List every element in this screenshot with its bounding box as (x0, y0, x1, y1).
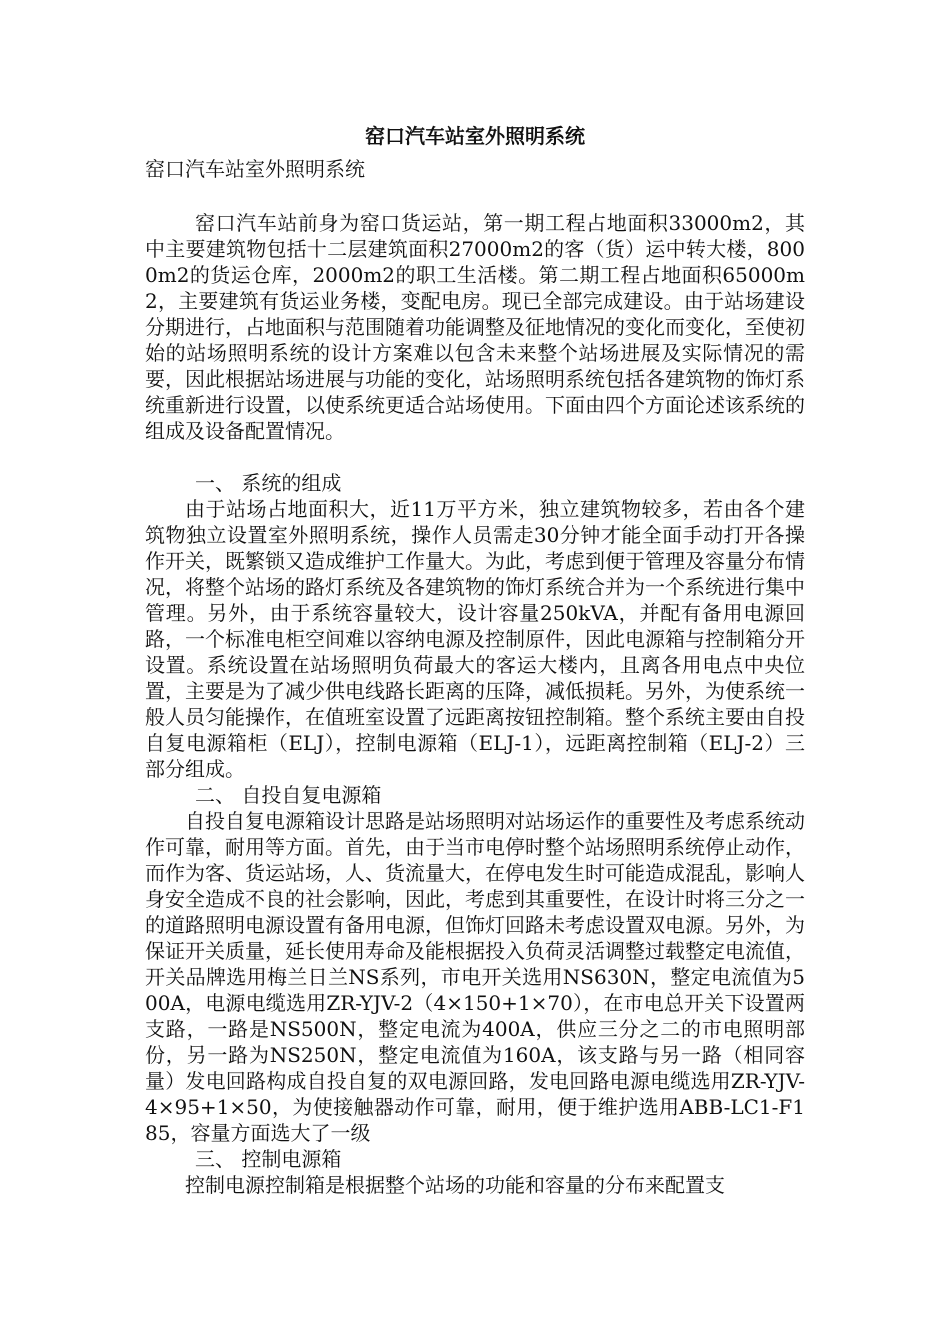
section-body-1: 由于站场占地面积大，近11万平方米，独立建筑物较多，若由各个建筑物独立设置室外照明系统，操作人员需走30分钟才能全面手动打开各操作开关，既繁锁又造成维护工作量大。为此，考虑到便于管理及容量分布情况，将整个站场的路灯系统及各建筑物的饰灯系统合并为一个系统进行集中管理。另外，由于系统容量较大，设计容量250kVA，并配有备用电源回路，一个标准电柜空间难以容纳电源及控制原件，因此电源箱与控制箱分开设置。系统设置在站场照明负荷最大的客运大楼内，且离各用电点中央位置，主要是为了减少供电线路长距离的压降，减低损耗。另外，为使系统一般人员匀能操作，在值班室设置了远距离按钮控制箱。整个系统主要由自投自复电源箱柜（ELJ），控制电源箱（ELJ-1），远距离控制箱（ELJ-2）三部分组成。 (145, 497, 805, 781)
section-heading-3: 三、 控制电源箱 (195, 1147, 342, 1171)
intro-paragraph: 窑口汽车站前身为窑口货运站，第一期工程占地面积33000m2，其中主要建筑物包括十二层建筑面积27000m2的客（货）运中转大楼，8000m2的货运仓库，2000m2的职工生活楼。第二期工程占地面积65000m2，主要建筑有货运业务楼，变配电房。现已全部完成建设。由于站场建设分期进行，占地面积与范围随着功能调整及征地情况的变化而变化，至使初始的站场照明系统的设计方案难以包含未来整个站场进展及实际情况的需要，因此根据站场进展与功能的变化，站场照明系统包括各建筑物的饰灯系统重新进行设置，以使系统更适合站场使用。下面由四个方面论述该系统的组成及设备配置情况。 (145, 211, 805, 443)
section-heading-1: 一、 系统的组成 (195, 471, 342, 495)
document-title: 窑口汽车站室外照明系统 (365, 124, 585, 148)
paragraph-gap (145, 444, 805, 470)
document-page (145, 110, 805, 1198)
section-body-2: 自投自复电源箱设计思路是站场照明对站场运作的重要性及考虑系统动作可靠，耐用等方面。首先，由于当市电停时整个站场照明系统停止动作，而作为客、货运站场，人、货流量大，在停电发生时可能造成混乱，影响人身安全造成不良的社会影响，因此，考虑到其重要性，在设计时将三分之一的道路照明电源设置有备用电源，但饰灯回路未考虑设置双电源。另外，为保证开关质量，延长使用寿命及能根据投入负荷灵活调整过载整定电流值，开关品牌选用梅兰日兰NS系列，市电开关选用NS630N，整定电流值为500A，电源电缆选用ZR-YJV-2（4×150+1×70），在市电总开关下设置两支路，一路是NS500N，整定电流为400A，供应三分之二的市电照明部份，另一路为NS250N，整定电流值为160A，该支路与另一路（相同容量）发电回路构成自投自复的双电源回路，发电回路电源电缆选用ZR-YJV-4×95+1×50，为使接触器动作可靠，耐用，便于维护选用ABB-LC1-F185，容量方面选大了一级 (145, 809, 805, 1145)
section-heading-2: 二、 自投自复电源箱 (195, 783, 382, 807)
section-body-3: 控制电源控制箱是根据整个站场的功能和容量的分布来配置支 (185, 1173, 725, 1197)
document-subtitle: 窑口汽车站室外照明系统 (145, 157, 365, 181)
